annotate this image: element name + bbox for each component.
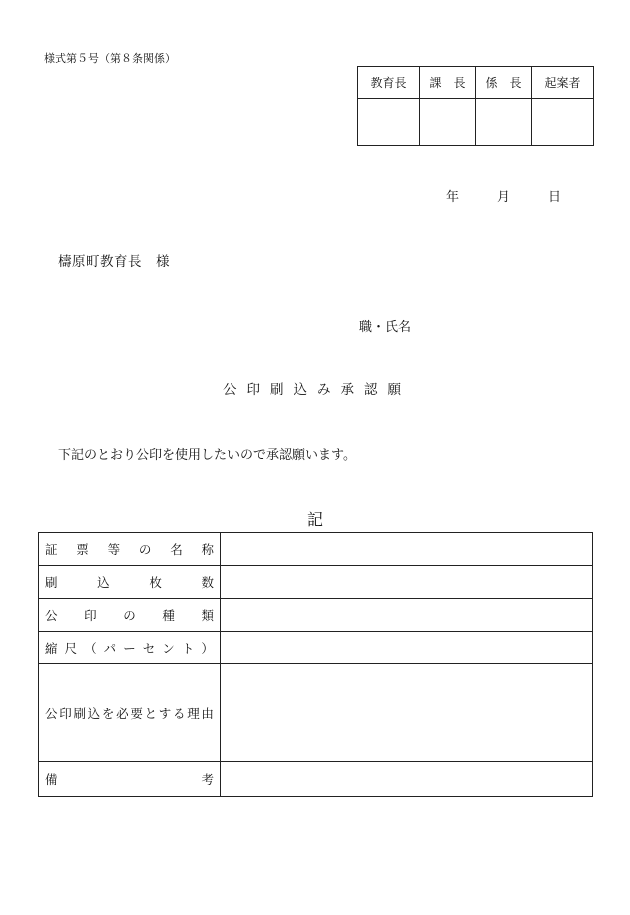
label-char: ） [201,640,214,656]
label-char: 票 [76,542,89,557]
label-char: 理 [187,705,200,721]
table-row [39,533,593,566]
label-char: 縮 [45,640,58,656]
label-char: 印 [84,608,97,623]
label-char: 刷 [73,705,86,721]
label-char: 込 [97,575,110,590]
table-row [39,599,593,632]
row-label-print-count [39,566,221,599]
label-char: 必 [116,705,129,721]
label-char: 称 [201,542,214,557]
label-char: 枚 [149,575,162,590]
document-name-field[interactable] [221,533,593,566]
table-row [39,566,593,599]
label-char: 数 [201,575,214,590]
approval-stamp-table [357,66,594,146]
label-char: 種 [162,608,175,623]
approval-header-superintendent: 教育長 [358,67,420,99]
scale-percent-field[interactable] [221,632,593,664]
print-count-field[interactable] [221,566,593,599]
label-char: 類 [201,608,214,623]
label-char: 備 [45,772,58,787]
label-char: す [158,705,172,721]
label-char: の [138,542,152,557]
stamp-box-section-chief[interactable] [420,99,476,146]
label-char: 等 [107,542,121,557]
label-char: の [123,608,136,623]
stamp-box-drafter[interactable] [532,99,594,146]
approval-header-section-chief: 課 長 [420,67,476,99]
document-title: 公印刷込み承認願 [223,382,411,398]
label-char: 尺 [64,640,78,656]
addressee: 檮原町教育長 様 [58,254,170,270]
request-statement: 下記のとおり公印を使用したいので承認願います。 [58,448,356,463]
label-char: （ [84,640,97,656]
label-char: 証 [45,542,58,557]
table-row [39,664,593,762]
label-char: る [172,705,186,721]
label-char: 刷 [45,575,58,590]
seal-type-field[interactable] [221,599,593,632]
reason-field[interactable] [221,664,593,762]
ki-heading: 記 [306,510,323,529]
row-label-document-name [39,533,221,566]
applicant-name-label: 職・氏名 [359,320,412,335]
label-char: 要 [130,705,143,721]
form-number: 様式第５号（第８条関係） [44,52,176,65]
label-char: 由 [201,705,214,721]
label-char: と [144,705,158,721]
label-char: パ [103,640,117,656]
row-label-remarks [39,762,221,797]
detail-table [38,532,593,797]
row-label-scale-percent [39,632,221,664]
date-day-label: 日 [548,190,562,205]
row-label-reason [39,664,221,762]
label-char: 印 [59,705,72,721]
remarks-field[interactable] [221,762,593,797]
label-char: ン [162,640,175,656]
date-year-label: 年 [446,190,460,205]
label-char: 名 [170,542,183,557]
label-char: 込 [87,705,101,721]
label-char: を [101,705,115,721]
date-month-label: 月 [497,190,511,205]
table-row [39,632,593,664]
approval-header-drafter: 起案者 [532,67,594,99]
label-char: セ [142,640,156,656]
approval-header-subsection-chief: 係 長 [476,67,532,99]
label-char: ト [181,640,195,656]
label-char: 公 [45,608,58,623]
label-char: 公 [45,705,58,721]
stamp-box-subsection-chief[interactable] [476,99,532,146]
row-label-seal-type [39,599,221,632]
table-row [39,762,593,797]
stamp-box-superintendent[interactable] [358,99,420,146]
label-char: 考 [201,772,214,787]
label-char: ー [123,640,136,656]
